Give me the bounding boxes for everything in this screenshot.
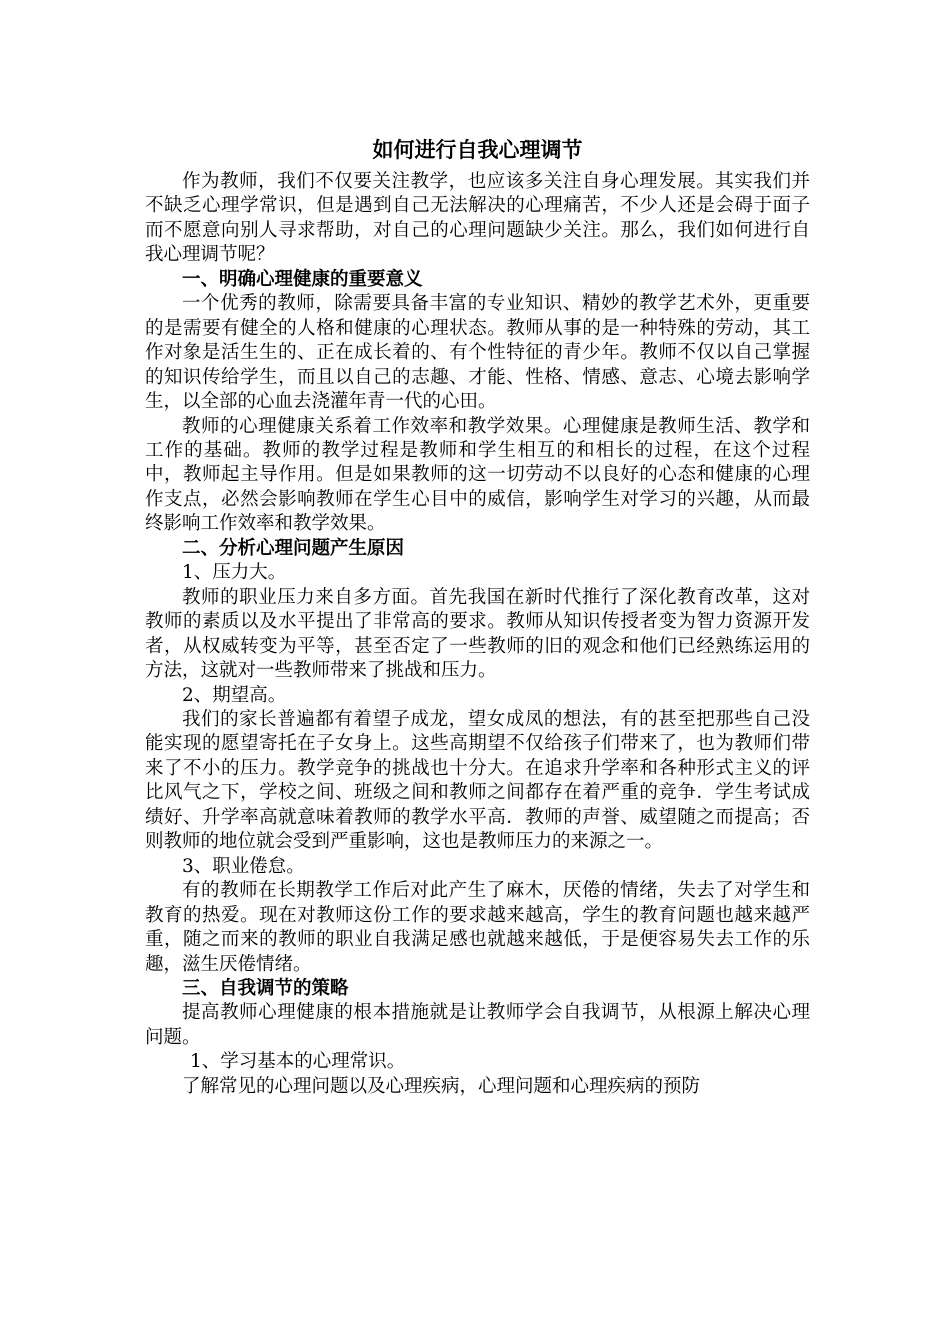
body-paragraph: 一个优秀的教师，除需要具备丰富的专业知识、精妙的教学艺术外，更重要的是需要有健全的人格和健康的心理状态。教师从事的是一种特殊的劳动，其工作对象是活生生的、正在成长着的、有个性特征的青少年。教师不仅以自己掌握的知识传给学生，而且以自己的志趣、才能、性格、情感、意志、心境去影响学生，以全部的心血去浇灌年青一代的心田。 xyxy=(145,293,810,413)
subsection-heading: 2、期望高。 xyxy=(182,684,287,706)
section-heading: 一、明确心理健康的重要意义 xyxy=(182,268,423,290)
section-heading: 二、分析心理问题产生原因 xyxy=(182,537,405,559)
document-body xyxy=(145,170,810,1099)
subsection-heading: 3、职业倦怠。 xyxy=(182,855,305,877)
section-heading: 三、自我调节的策略 xyxy=(182,977,349,999)
document-page xyxy=(145,130,810,1099)
body-paragraph: 我们的家长普遍都有着望子成龙，望女成凤的想法，有的甚至把那些自己没能实现的愿望寄托在子女身上。这些高期望不仅给孩子们带来了，也为教师们带来了不小的压力。教学竞争的挑战也十分大。在追求升学率和各种形式主义的评比风气之下，学校之间、班级之间和教师之间都存在着严重的竞争．学生考试成绩好、升学率高就意味着教师的教学水平高．教师的声誉、威望随之而提高；否则教师的地位就会受到严重影响，这也是教师压力的来源之一。 xyxy=(145,708,810,853)
subsection-heading: 1、学习基本的心理常识。 xyxy=(190,1051,406,1073)
document-title: 如何进行自我心理调节 xyxy=(372,138,583,162)
body-paragraph: 作为教师，我们不仅要关注教学，也应该多关注自身心理发展。其实我们并不缺乏心理学常识，但是遇到自己无法解决的心理痛苦，不少人还是会碍于面子而不愿意向别人寻求帮助，对自己的心理问题缺少关注。那么，我们如何进行自我心理调节呢？ xyxy=(145,171,810,266)
body-paragraph: 教师的心理健康关系着工作效率和教学效果。心理健康是教师生活、教学和工作的基础。教师的教学过程是教师和学生相互的和相长的过程，在这个过程中，教师起主导作用。但是如果教师的这一切劳动不以良好的心态和健康的心理作支点，必然会影响教师在学生心目中的威信，影响学生对学习的兴趣，从而最终影响工作效率和教学效果。 xyxy=(145,415,810,535)
body-paragraph: 有的教师在长期教学工作后对此产生了麻木，厌倦的情绪，失去了对学生和教育的热爱。现在对教师这份工作的要求越来越高，学生的教育问题也越来越严重，随之而来的教师的职业自我满足感也就越来越低，于是便容易失去工作的乐趣，滋生厌倦情绪。 xyxy=(145,880,810,975)
body-paragraph: 教师的职业压力来自多方面。首先我国在新时代推行了深化教育改革，这对教师的素质以及水平提出了非常高的要求。教师从知识传授者变为智力资源开发者，从权威转变为平等，甚至否定了一些教师的旧的观念和他们已经熟练运用的方法，这就对一些教师带来了挑战和压力。 xyxy=(145,586,810,682)
body-paragraph: 提高教师心理健康的根本措施就是让教师学会自我调节，从根源上解决心理问题。 xyxy=(145,1002,810,1048)
subsection-heading: 1、压力大。 xyxy=(182,562,287,584)
body-paragraph: 了解常见的心理问题以及心理疾病，心理问题和心理疾病的预防 xyxy=(182,1075,701,1097)
